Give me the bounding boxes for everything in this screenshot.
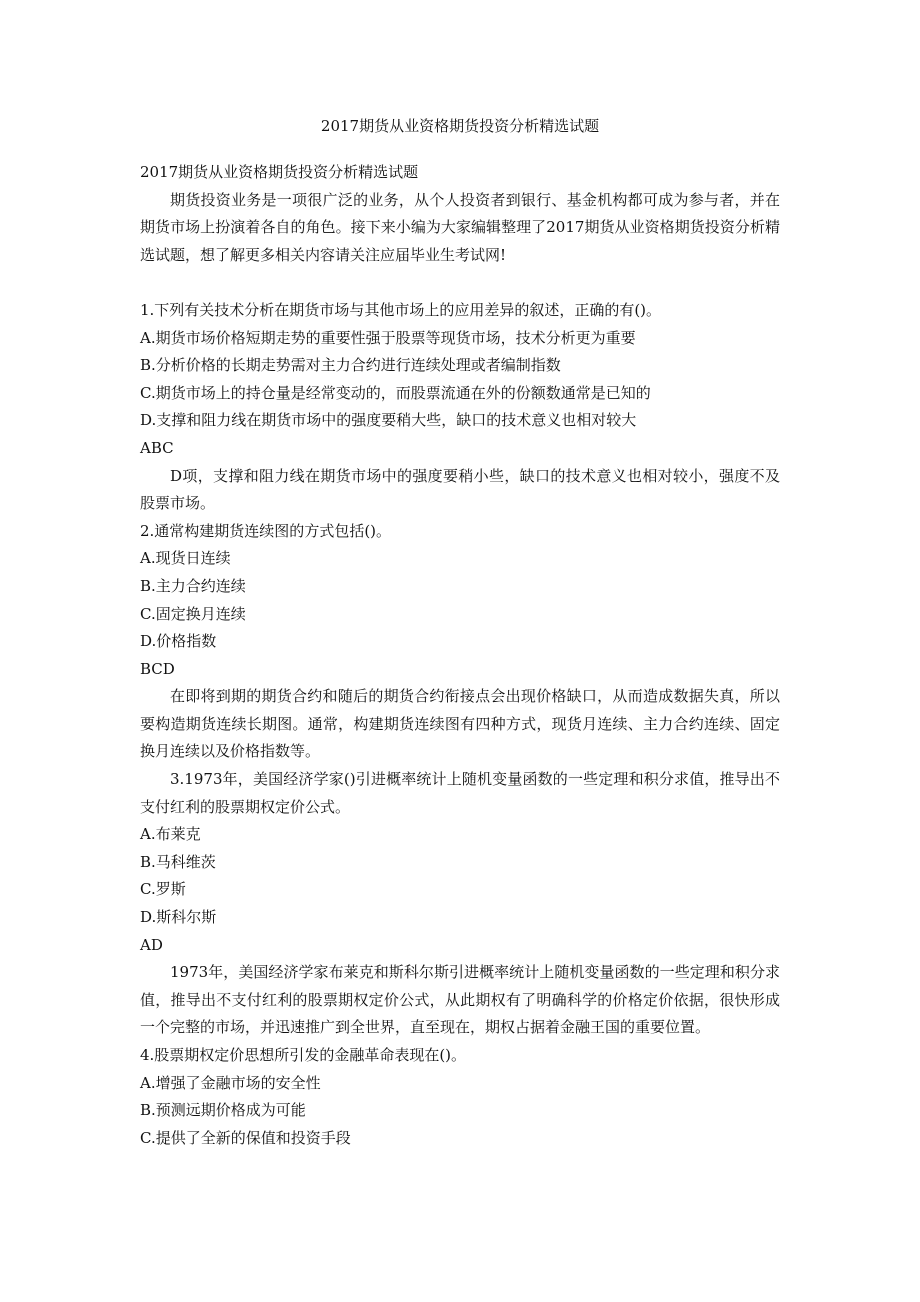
intro-paragraph: 期货投资业务是一项很广泛的业务，从个人投资者到银行、基金机构都可成为参与者，并在期货市场上扮演着各自的角色。接下来小编为大家编辑整理了2017期货从业资格期货投资分析精选试题，想了解更多相关内容请关注应届毕业生考试网!: [140, 190, 780, 264]
question-2-stem: 2.通常构建期货连续图的方式包括()。: [140, 521, 392, 540]
question-3-option-a: A.布莱克: [140, 825, 201, 844]
question-2-option-c: C.固定换月连续: [140, 604, 246, 623]
question-3-option-c: C.罗斯: [140, 880, 186, 899]
question-2-answer: BCD: [140, 659, 175, 678]
question-1-option-d: D.支撑和阻力线在期货市场中的强度要稍大些，缺口的技术意义也相对较大: [140, 411, 637, 430]
question-3-option-b: B.马科维茨: [140, 852, 216, 871]
question-1-stem: 1.下列有关技术分析在期货市场与其他市场上的应用差异的叙述，正确的有()。: [140, 300, 662, 319]
question-1-option-a: A.期货市场价格短期走势的重要性强于股票等现货市场，技术分析更为重要: [140, 328, 636, 347]
document-body: [140, 159, 780, 1152]
question-1-answer: ABC: [140, 438, 174, 457]
document-title: 2017期货从业资格期货投资分析精选试题: [320, 117, 600, 135]
question-3-explanation: 1973年，美国经济学家布莱克和斯科尔斯引进概率统计上随机变量函数的一些定理和积分求值，推导出不支付红利的股票期权定价公式，从此期权有了明确科学的价格定价依据，很快形成一个完整的市场，并迅速推广到全世界，直至现在，期权占据着金融王国的重要位置。: [140, 963, 780, 1037]
question-2-option-a: A.现货日连续: [140, 549, 231, 568]
blank-line: [140, 269, 780, 297]
body-heading: 2017期货从业资格期货投资分析精选试题: [140, 163, 419, 181]
question-4-stem: 4.股票期权定价思想所引发的金融革命表现在()。: [140, 1046, 467, 1064]
question-2-option-b: B.主力合约连续: [140, 576, 246, 595]
question-4-option-b: B.预测远期价格成为可能: [140, 1101, 306, 1120]
question-3-answer: AD: [140, 935, 163, 954]
question-1-option-c: C.期货市场上的持仓量是经常变动的，而股票流通在外的份额数通常是已知的: [140, 383, 651, 402]
question-3-stem: 3.1973年，美国经济学家()引进概率统计上随机变量函数的一些定理和积分求值，推导出不支付红利的股票期权定价公式。: [140, 770, 780, 816]
question-1-explanation: D项，支撑和阻力线在期货市场中的强度要稍小些，缺口的技术意义也相对较小，强度不及股票市场。: [140, 466, 780, 513]
question-4-option-a: A.增强了金融市场的安全性: [140, 1073, 321, 1092]
question-2-option-d: D.价格指数: [140, 632, 217, 651]
question-1-option-b: B.分析价格的长期走势需对主力合约进行连续处理或者编制指数: [140, 356, 561, 375]
question-3-option-d: D.斯科尔斯: [140, 908, 217, 927]
question-2-explanation: 在即将到期的期货合约和随后的期货合约衔接点会出现价格缺口，从而造成数据失真，所以要构造期货连续长期图。通常，构建期货连续图有四种方式，现货月连续、主力合约连续、固定换月连续以及价格指数等。: [140, 687, 780, 761]
question-4-option-c: C.提供了全新的保值和投资手段: [140, 1128, 351, 1147]
